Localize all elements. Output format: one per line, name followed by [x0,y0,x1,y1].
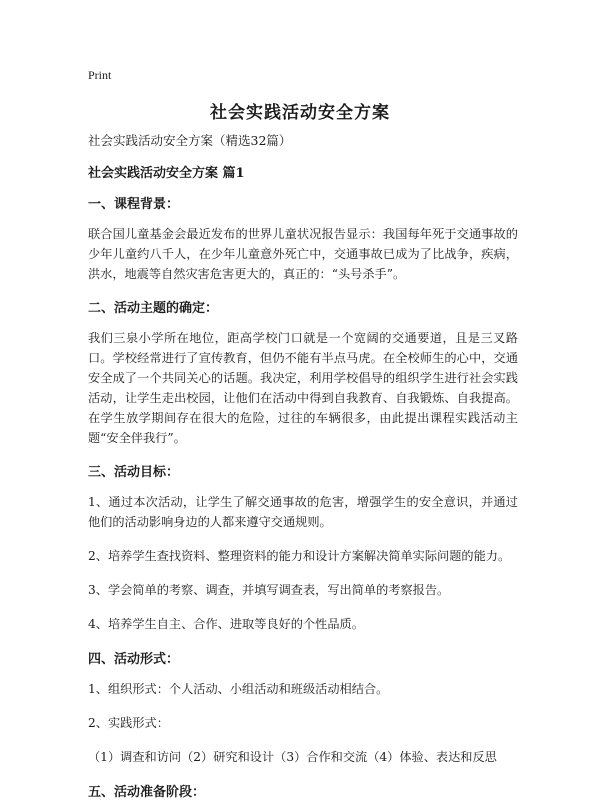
background-paragraph: 联合国儿童基金会最近发布的世界儿童状况报告显示：我国每年死于交通事故的少年儿童约八千人，在少年儿童意外死亡中，交通事故已成为了比战争，疾病，洪水，地震等自然灾害危害更大的，真正的：“头号杀手”。 [88,227,518,281]
form-item-3: （1）调查和访问（2）研究和设计（3）合作和交流（4）体验、表达和反思 [88,750,497,764]
document-title: 社会实践活动安全方案 [210,103,390,123]
goal-item-2: 2、培养学生查找资料、整理资料的能力和设计方案解决简单实际问题的能力。 [88,549,511,563]
print-label: Print [88,68,112,82]
section-heading-theme: 二、活动主题的确定： [88,301,219,316]
section-heading-background: 一、课程背景： [88,197,180,212]
goal-item-3: 3、学会简单的考察、调查，并填写调查表，写出简单的考察报告。 [88,583,450,597]
form-item-2: 2、实践形式： [88,716,169,730]
document-body [88,131,518,812]
goal-item-4: 4、培养学生自主、合作、进取等良好的个性品质。 [88,617,364,631]
section-heading-goals: 三、活动目标： [88,465,180,480]
section-heading-preparation: 五、活动准备阶段： [88,785,206,800]
document-subtitle: 社会实践活动安全方案（精选32篇） [88,133,292,148]
form-item-1: 1、组织形式：个人活动、小组活动和班级活动相结合。 [88,682,389,696]
article-heading: 社会实践活动安全方案 篇1 [88,166,245,181]
section-heading-forms: 四、活动形式： [88,652,180,667]
theme-paragraph: 我们三泉小学所在地位，距高学校门口就是一个宽阔的交通要道，且是三叉路口。学校经常进行了宣传教育，但仍不能有半点马虎。在全校师生的心中，交通安全成了一个共同关心的话题。我决定，利用学校倡导的组织学生进行社会实践活动，让学生走出校园，让他们在活动中得到自我教育、自我锻炼、自我提高。在学生放学期间存在很大的危险，过往的车辆很多，由此提出课程实践活动主题“安全伴我行”。 [88,331,518,445]
goal-item-1: 1、通过本次活动，让学生了解交通事故的危害，增强学生的安全意识，并通过他们的活动影响身边的人都来遵守交通规则。 [88,495,518,529]
